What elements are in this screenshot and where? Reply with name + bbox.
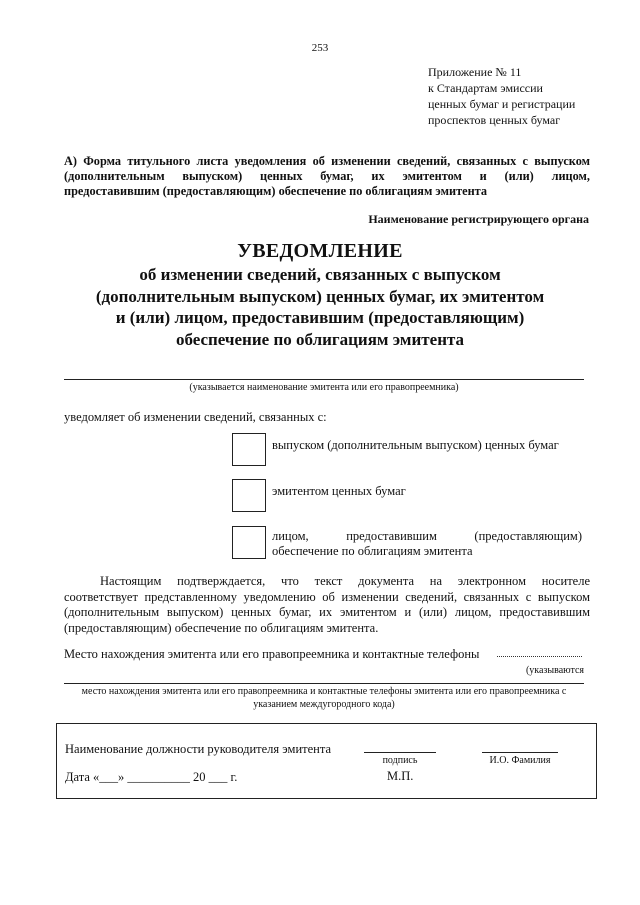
location-label: Место нахождения эмитента или его правопреемника и контактные телефоны <box>64 647 480 661</box>
appendix-line: к Стандартам эмиссии <box>428 81 543 95</box>
page-number: 253 <box>311 42 329 54</box>
option-label-issue: выпуском (дополнительным выпуском) ценных бумаг <box>272 438 559 452</box>
appendix-line: проспектов ценных бумаг <box>428 113 561 127</box>
location-caption: место нахождения эмитента или его правопреемника и контактные телефоны эмитента или его правопреемника с <box>81 686 567 697</box>
stamp-label: М.П. <box>387 769 414 783</box>
location-field[interactable] <box>497 656 582 657</box>
issuer-name-caption: (указывается наименование эмитента или его правопреемника) <box>189 382 459 393</box>
name-caption: И.О. Фамилия <box>489 755 551 766</box>
confirmation-line: Настоящим подтверждается, что текст документа на электронном носителе <box>100 574 590 588</box>
checkbox-issuer[interactable] <box>232 479 266 512</box>
notifies-text: уведомляет об изменении сведений, связанных с: <box>64 410 327 424</box>
date-field[interactable]: Дата «___» __________ 20 ___ г. <box>65 770 238 784</box>
signature-caption: подпись <box>382 755 418 766</box>
appendix-line: Приложение № 11 <box>428 65 522 79</box>
option-label-guarantor: лицом, предоставившим (предоставляющим) <box>272 529 582 543</box>
location-caption-cont: указанием междугородного кода) <box>253 699 395 710</box>
registering-authority-label: Наименование регистрирующего органа <box>368 212 589 226</box>
form-heading-line: (дополнительным выпуском) ценных бумаг, их эмитентом и (или) лицом, <box>64 169 590 183</box>
option-label-guarantor-cont: обеспечение по облигациям эмитента <box>272 544 473 558</box>
checkbox-guarantor[interactable] <box>232 526 266 559</box>
document-title <box>0 238 640 350</box>
title-main: УВЕДОМЛЕНИЕ <box>237 240 403 262</box>
appendix-line: ценных бумаг и регистрации <box>428 97 576 111</box>
title-subline: (дополнительным выпуском) ценных бумаг, их эмитентом <box>95 286 545 306</box>
appendix-reference <box>428 64 575 128</box>
form-heading <box>64 154 590 199</box>
form-heading-line: предоставившим (предоставляющим) обеспечение по облигациям эмитента <box>64 184 487 198</box>
title-subline: обеспечение по облигациям эмитента <box>175 329 465 349</box>
issuer-name-field[interactable] <box>64 379 584 380</box>
form-heading-line: А) Форма титульного листа уведомления об изменении сведений, связанных с выпуском <box>64 154 590 168</box>
confirmation-paragraph <box>64 574 590 636</box>
location-line[interactable] <box>64 683 584 684</box>
signature-block <box>56 723 597 799</box>
confirmation-line: (предоставляющим) обеспечение по облигациям эмитента. <box>64 620 379 635</box>
title-subline: об изменении сведений, связанных с выпуском <box>139 265 501 284</box>
confirmation-line: соответствует представленному уведомлению об изменении сведений, связанных с выпуском <box>64 589 590 604</box>
signature-line[interactable] <box>364 752 436 753</box>
confirmation-line: (дополнительным выпуском) ценных бумаг, их эмитентом и (или) лицом, предоставившим <box>64 605 590 619</box>
option-label-issuer: эмитентом ценных бумаг <box>272 484 406 498</box>
position-label: Наименование должности руководителя эмитента <box>65 742 332 756</box>
name-line[interactable] <box>482 752 558 753</box>
location-caption-right: (указываются <box>525 665 584 676</box>
title-subline: и (или) лицом, предоставившим (предоставляющим) <box>115 308 525 327</box>
checkbox-issue[interactable] <box>232 433 266 466</box>
